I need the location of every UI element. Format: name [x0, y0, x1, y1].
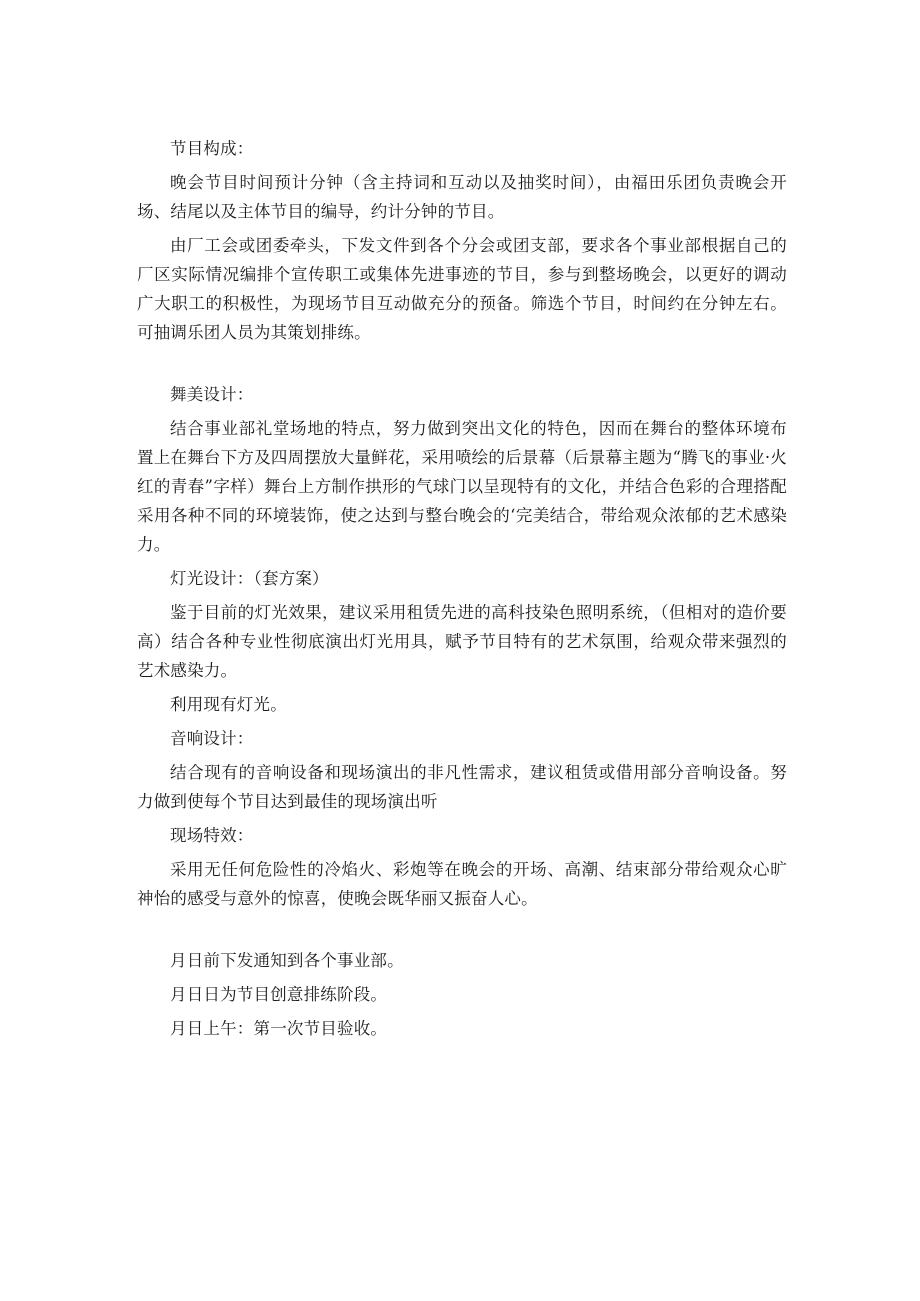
schedule-item-first-review: 月日上午：第一次节目验收。	[170, 1019, 388, 1038]
heading-lighting-design: 灯光设计：（套方案）	[170, 569, 329, 588]
schedule-item-notice: 月日前下发通知到各个事业部。	[170, 951, 404, 970]
heading-stage-design: 舞美设计：	[170, 385, 254, 404]
heading-program-structure: 节目构成：	[170, 139, 254, 158]
paragraph-special-effects: 采用无任何危险性的冷焰火、彩炮等在晚会的开场、高潮、结束部分带给观众心旷神怡的感受与意外的惊喜，使晚会既华丽又振奋人心。	[137, 860, 787, 908]
heading-sound-design: 音响设计：	[170, 729, 254, 748]
paragraph-program-selection: 由厂工会或团委牵头，下发文件到各个分会或团支部，要求各个事业部根据自己的厂区实际情况编排个宣传职工或集体先进事迹的节目，参与到整场晚会，以更好的调动广大职工的积极性，为现场节目互动做充分的预备。筛选个节目，时间约在分钟左右。可抽调乐团人员为其策划排练。	[137, 236, 787, 342]
paragraph-program-duration: 晚会节目时间预计分钟（含主持词和互动以及抽奖时间），由福田乐团负责晚会开场、结尾以及主体节目的编导，约计分钟的节目。	[137, 173, 787, 221]
heading-special-effects: 现场特效：	[170, 826, 254, 845]
paragraph-stage-design: 结合事业部礼堂场地的特点，努力做到突出文化的特色，因而在舞台的整体环境布置上在舞台下方及四周摆放大量鲜花，采用喷绘的后景幕（后景幕主题为“腾飞的事业·火红的青春”字样）舞台上方制作拱形的气球门以呈现特有的文化，并结合色彩的合理搭配采用各种不同的环境装饰，使之达到与整台晚会的‘完美结合，带给观众浓郁的艺术感染力。	[137, 419, 787, 554]
document-body	[137, 134, 787, 1043]
paragraph-lighting-existing: 利用现有灯光。	[170, 695, 287, 714]
paragraph-lighting-rental: 鉴于目前的灯光效果，建议采用租赁先进的高科技染色照明系统，（但相对的造价要高）结合各种专业性彻底演出灯光用具，赋予节目特有的艺术氛围，给观众带来强烈的艺术感染力。	[137, 603, 787, 680]
schedule-item-rehearsal: 月日日为节目创意排练阶段。	[170, 985, 388, 1004]
paragraph-sound-design: 结合现有的音响设备和现场演出的非凡性需求，建议租赁或借用部分音响设备。努力做到使每个节目达到最佳的现场演出听	[137, 763, 787, 811]
